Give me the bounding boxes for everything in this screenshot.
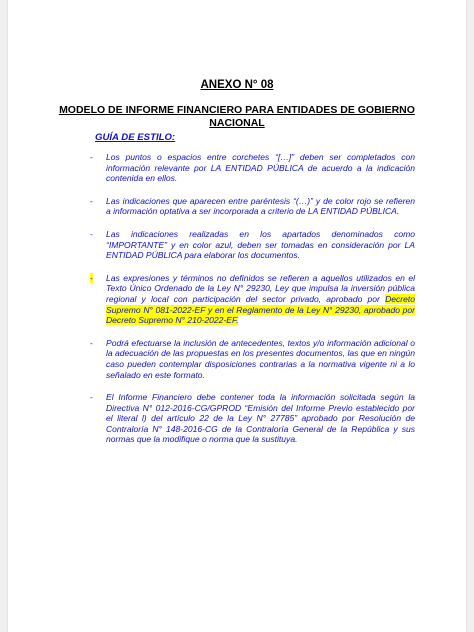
list-item — [90, 338, 415, 380]
annex-number: ANEXO N° 08 — [200, 79, 274, 91]
list-item-text: Las indicaciones que aparecen entre paréntesis “(…)” y de color rojo se refieren a información optativa a ser incorporada a criterio de LA ENTIDAD PÚBLICA. — [106, 195, 415, 217]
list-item — [90, 273, 415, 326]
style-guide-heading: GUÍA DE ESTILO: — [95, 132, 176, 143]
bullet-dash: - — [90, 392, 93, 403]
list-item — [90, 229, 415, 261]
list-item-text: Las indicaciones realizadas en los apartados denominados como “IMPORTANTE” y en color azul, deben ser tomadas en consideración por LA ENTIDAD PÚBLICA para elaborar los documentos. — [106, 228, 415, 261]
list-item-text: Las expresiones y términos no definidos se refieren a aquellos utilizados en el Texto Único Ordenado de la Ley N° 29230, Ley que impulsa la inversión pública regional y local con participación del sector privado, aprobado por — [106, 272, 415, 304]
bullet-dash: - — [90, 195, 93, 206]
list-item-text: Los puntos o espacios entre corchetes “[…]” deben ser completados con información relevante por LA ENTIDAD PÚBLICA de acuerdo a la indicación contenida en ellos. — [106, 152, 415, 184]
list-item — [90, 152, 415, 184]
document-title: MODELO DE INFORME FINANCIERO PARA ENTIDADES DE GOBIERNO NACIONAL — [59, 104, 415, 129]
highlighted-text: Decreto Supremo N° 081-2022-EF y en el Reglamento de la Ley N° 29230, aprobado por Decreto Supremo N° 210-2022-EF. — [106, 293, 415, 326]
bullet-dash: - — [90, 337, 93, 348]
bullet-dash: - — [90, 228, 93, 239]
document-page — [8, 0, 466, 632]
bullet-dash: - — [90, 272, 93, 283]
list-item-text: El Informe Financiero debe contener toda la información solicitada según la Directiva N° 012-2016-CG/GPROD “Emisión del Informe Previo establecido por el literal l) del artículo 22 de la Ley N° 27785” aprobado por Resolución de Contraloría N° 148-2016-CG de la Contraloría General de la República y sus normas que la modifique o norma que la sustituya. — [106, 392, 415, 445]
list-item-text: Podrá efectuarse la inclusión de antecedentes, textos y/o información adicional o la adecuación de las propuestas en los presentes documentos, las que en ningún caso pueden contemplar disposiciones contrarias a la normativa vigente ni a lo señalado en este formato. — [106, 337, 415, 380]
list-item — [90, 196, 415, 217]
style-guide-list — [90, 152, 415, 445]
list-item — [90, 392, 415, 445]
bullet-dash: - — [90, 152, 93, 162]
